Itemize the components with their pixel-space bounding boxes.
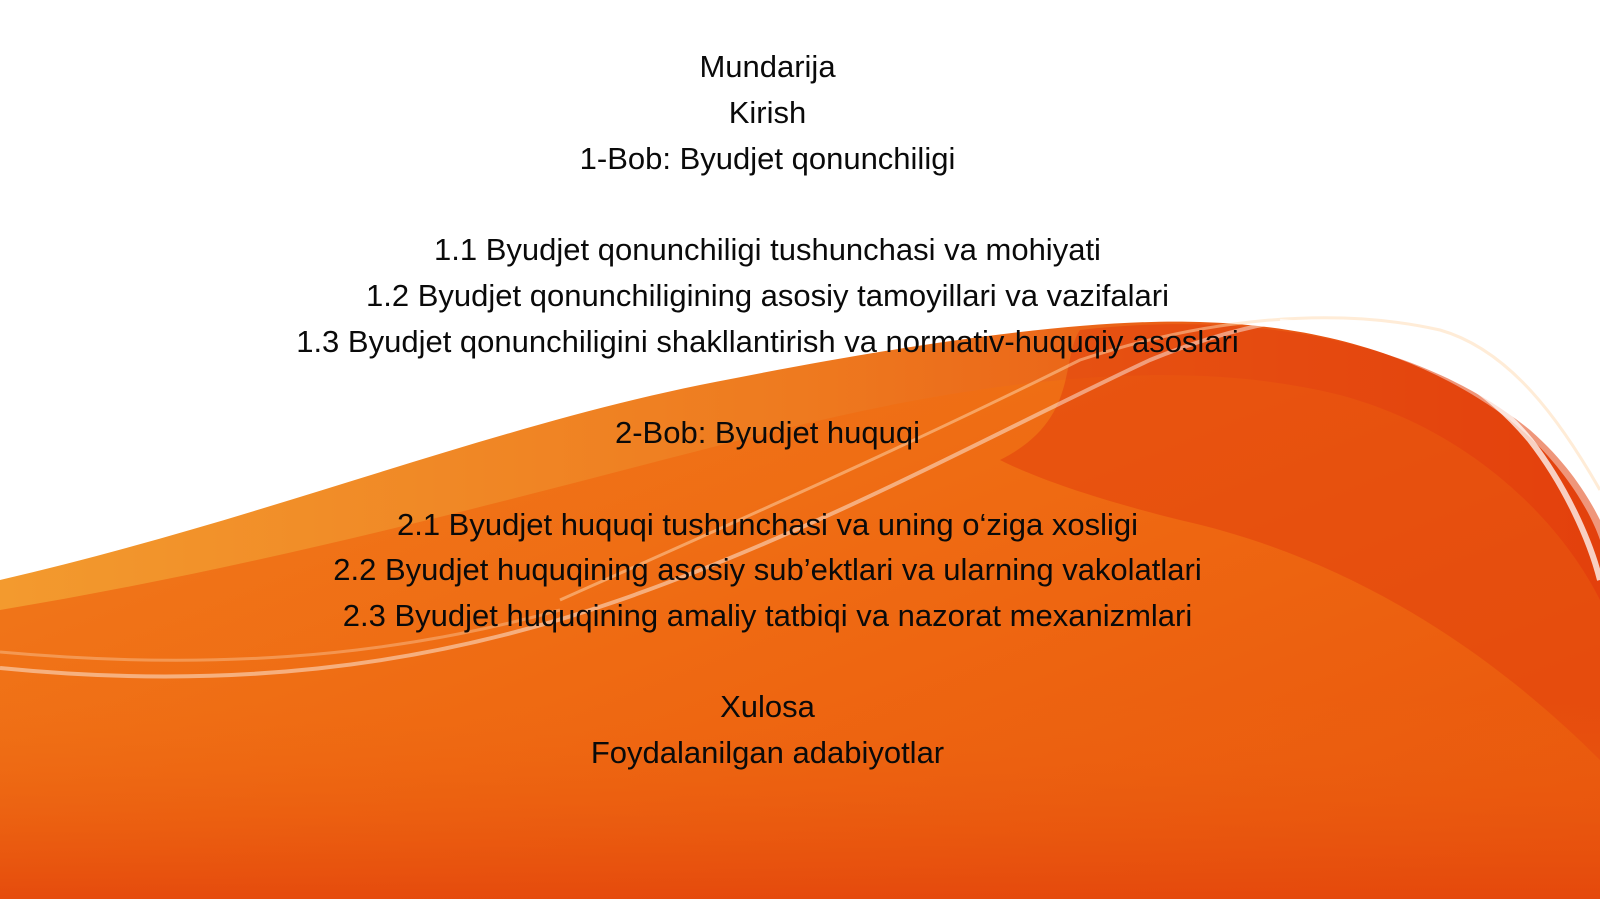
chapter-1-title: 1-Bob: Byudjet qonunchiligi bbox=[579, 141, 956, 176]
chapter-2-item: 2.3 Byudjet huquqining amaliy tatbiqi va nazorat mexanizmlari bbox=[342, 598, 1193, 633]
toc-intro: Kirish bbox=[728, 95, 807, 130]
chapter-1-item: 1.3 Byudjet qonunchiligini shakllantirish va normativ-huquqiy asoslari bbox=[296, 324, 1239, 359]
chapter-1-item: 1.2 Byudjet qonunchiligining asosiy tamoyillari va vazifalari bbox=[366, 278, 1169, 313]
chapter-2-title: 2-Bob: Byudjet huquqi bbox=[614, 415, 921, 450]
chapter-1-item: 1.1 Byudjet qonunchiligi tushunchasi va mohiyati bbox=[434, 232, 1101, 267]
chapter-2-item: 2.1 Byudjet huquqi tushunchasi va uning o‘ziga xosligi bbox=[396, 507, 1139, 542]
toc-heading: Mundarija bbox=[699, 49, 836, 84]
chapter-2-item: 2.2 Byudjet huquqining asosiy sub’ektlari va ularning vakolatlari bbox=[333, 552, 1202, 587]
toc-conclusion: Xulosa bbox=[720, 689, 815, 724]
toc-references: Foydalanilgan adabiyotlar bbox=[590, 735, 945, 770]
